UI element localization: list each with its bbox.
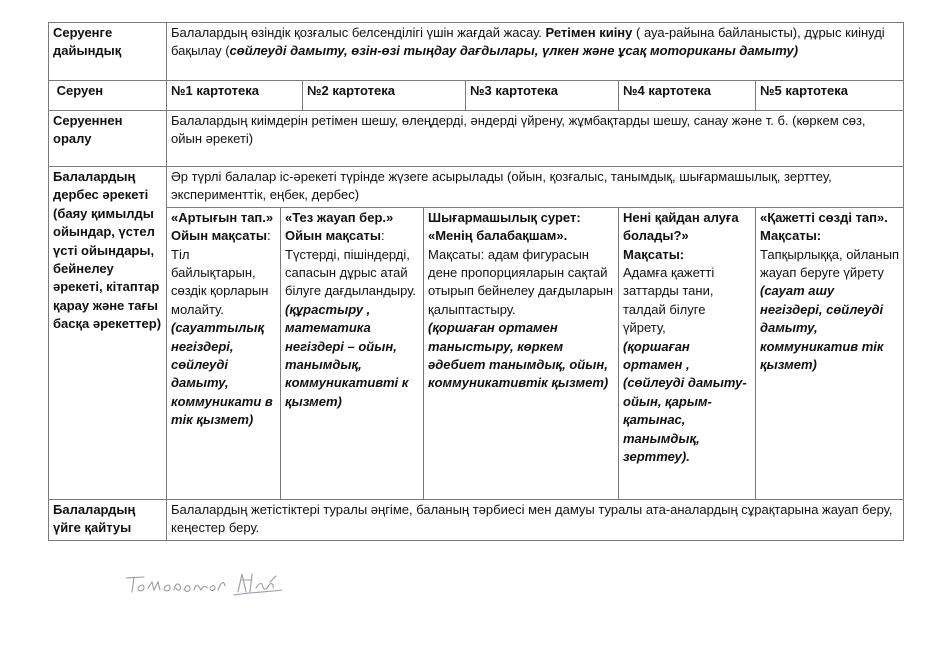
row-return xyxy=(49,111,904,167)
row-label-walk: Серуен xyxy=(49,81,167,111)
activity-1-title: «Артығын тап.» xyxy=(171,209,274,225)
going-home-text: Балалардың жетістіктері туралы әңгіме, баланың тәрбиесі мен дамуы туралы ата-аналардың сұрақтарына жауап беру, кеңестер беру. xyxy=(167,499,904,540)
activity-5-goal-label: Мақсаты: xyxy=(760,228,822,244)
activity-2-goal-label: Ойын мақсаты xyxy=(285,228,381,244)
walk-preparation-areas: сөйлеуді дамыту, өзін-өзі тыңдау дағдылары, үлкен және ұсақ моториканы дамыту) xyxy=(229,43,799,59)
return-text: Балалардың киімдерін ретімен шешу, өлеңдерді, әндерді үйрену, жұмбақтарды шешу, санау және т. б. (көркем сөз, ойын әрекеті) xyxy=(167,111,904,167)
activity-1-goal: : Тіл байлықтарын, сөздік қорларын молайту. xyxy=(171,228,271,317)
row-label-going-home: Балалардың үйге қайтуы xyxy=(49,499,167,540)
card-file-1: №1 картотека xyxy=(167,81,303,111)
activity-3-goal: Мақсаты: адам фигурасын дене пропорцияларын сақтай отырып бейнелеу дағдыларын қалыптастыру. xyxy=(428,246,614,317)
activity-3 xyxy=(424,207,619,499)
activity-4-title: Нені қайдан алуға болады?» xyxy=(623,209,739,244)
walk-preparation-plain2: ( ауа-райына байланысты), дұрыс киінуді бақылау ( xyxy=(171,25,885,59)
activity-2-goal: : Түстерді, пішіндерді, сапасын дұрыс атай білуге дағдыландыру. xyxy=(285,228,417,299)
card-file-4: №4 картотека xyxy=(619,81,756,111)
row-label-walk-preparation: Серуенге дайындық xyxy=(49,23,167,81)
card-file-5: №5 картотека xyxy=(756,81,904,111)
row-walk xyxy=(49,81,904,111)
walk-preparation-text xyxy=(167,23,904,81)
activity-2-title: «Тез жауап бер.» xyxy=(285,209,394,225)
activity-2-areas: (құрастыру , математика негіздері – ойын, танымдық, коммуникативті к қызмет) xyxy=(285,301,409,409)
activity-3-areas: (қоршаған ортамен таныстыру, көркем әдебиет танымдық, ойын, коммуникативтік қызмет) xyxy=(428,320,609,391)
activity-4-goal: Адамға қажетті заттарды тани, талдай білуге үйрету, xyxy=(623,265,715,336)
walk-preparation-plain: Балалардың өзіндік қозғалыс белсенділігі үшін жағдай жасау. xyxy=(171,25,546,40)
row-independent-intro xyxy=(49,167,904,208)
activity-3-title: Шығармашылық сурет: «Менің балабақшам». xyxy=(428,209,581,244)
row-label-return: Серуеннен оралу xyxy=(49,111,167,167)
activity-4-goal-label: Мақсаты: xyxy=(623,246,685,262)
activity-5-goal: Тапқырлыққа, ойланып жауап беруге үйрету xyxy=(760,246,900,281)
checked-signature-stamp xyxy=(120,568,290,602)
activity-1-goal-label: Ойын мақсаты xyxy=(171,228,267,244)
activity-5-title: «Қажетті сөзді тап». xyxy=(760,209,888,225)
activity-4-areas: (қоршаған ортамен , (сөйлеуді дамыту-ойын, қарым-қатынас, танымдық, зерттеу). xyxy=(623,338,747,465)
independent-intro-text: Әр түрлі балалар іс-әрекеті түрінде жүзеге асырылады (ойын, қозғалыс, танымдық, шығармашылық, зерттеу, эксперименттік, еңбек, дербес) xyxy=(167,167,904,208)
row-label-independent: Балалардың дербес әрекеті (баяу қимылды ойындар, үстел үсті ойындары, бейнелеу әрекеті, кітаптар қарау және тағы басқа әрекеттер) xyxy=(49,167,167,500)
activity-4 xyxy=(619,207,756,499)
row-independent-activities xyxy=(49,207,904,499)
card-file-2: №2 картотека xyxy=(303,81,466,111)
card-file-3: №3 картотека xyxy=(466,81,619,111)
activity-5 xyxy=(756,207,904,499)
walk-preparation-bold: Ретімен киіну xyxy=(545,25,633,40)
activity-5-areas: (сауат ашу негіздері, сөйлеуді дамыту, коммуникатив тік қызмет) xyxy=(760,283,884,373)
activity-1-areas: (сауаттылық негіздері, сөйлеуді дамыту, коммуникати в тік қызмет) xyxy=(171,320,273,428)
row-walk-preparation xyxy=(49,23,904,81)
activity-1 xyxy=(167,207,281,499)
activity-2 xyxy=(281,207,424,499)
row-going-home xyxy=(49,499,904,540)
daily-plan-table xyxy=(48,22,904,541)
